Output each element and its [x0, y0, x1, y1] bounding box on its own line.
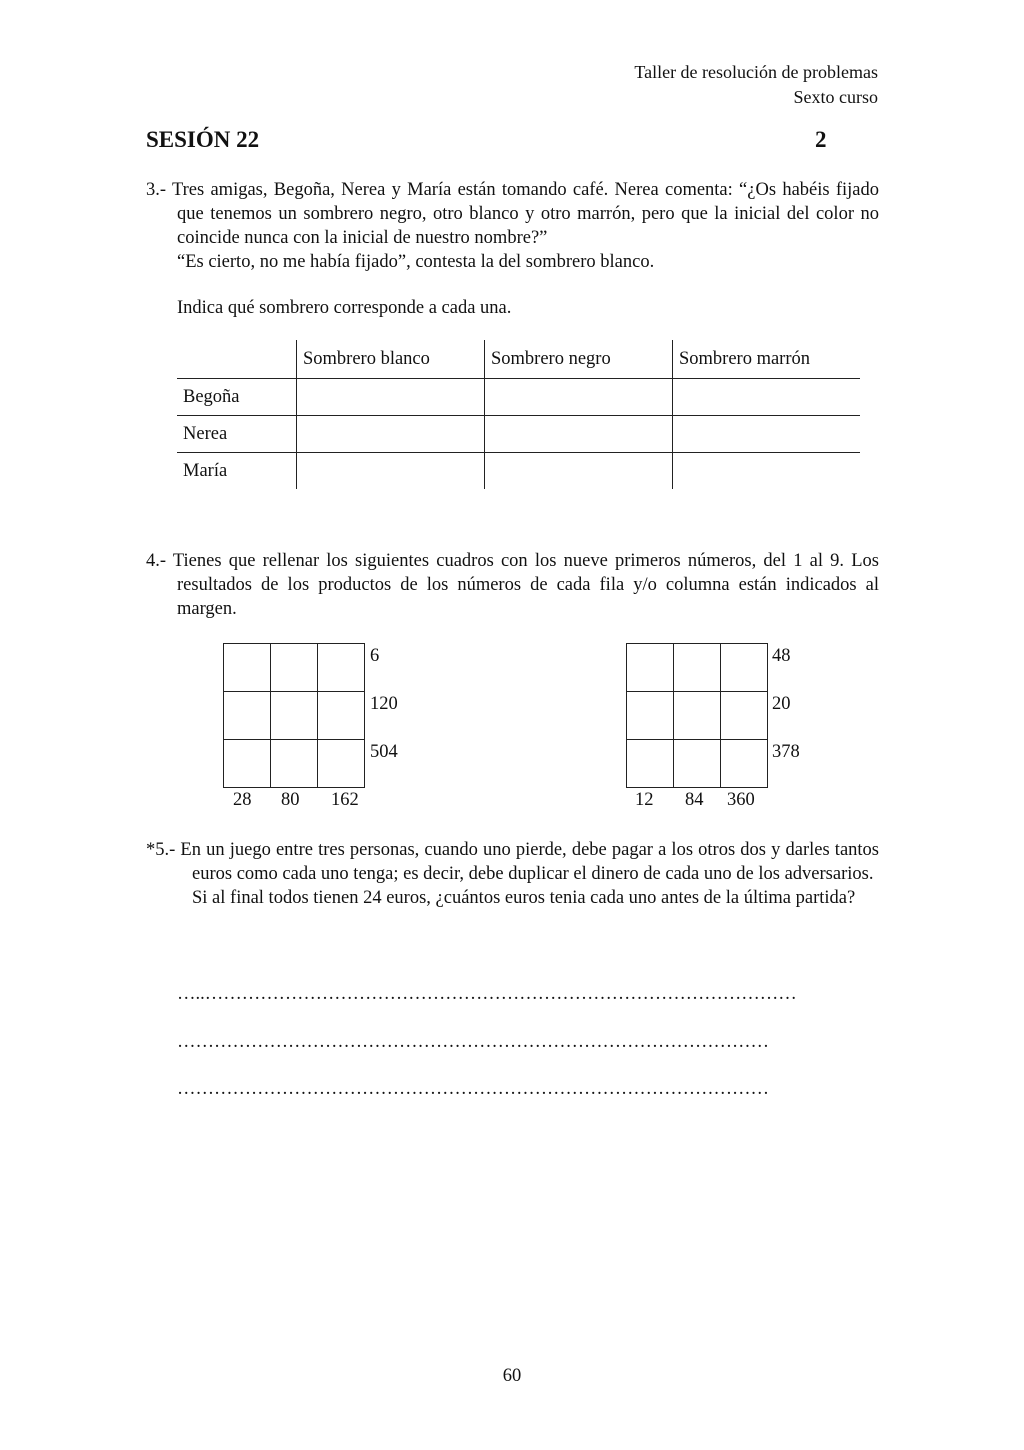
- answer-cell[interactable]: [673, 379, 861, 416]
- grid-cell[interactable]: [721, 644, 768, 692]
- grid-cell[interactable]: [627, 692, 674, 740]
- table-row: [177, 453, 860, 490]
- grid-cell[interactable]: [271, 644, 318, 692]
- col-product: 28: [233, 790, 252, 810]
- problem-4: [146, 549, 879, 621]
- table-corner: [177, 340, 297, 379]
- answer-cell[interactable]: [297, 416, 485, 453]
- answer-cell[interactable]: [485, 416, 673, 453]
- grid-cell[interactable]: [721, 692, 768, 740]
- col-product: 162: [331, 790, 359, 810]
- answer-line[interactable]: ……………………………………………………………………………………: [177, 1032, 769, 1052]
- answer-line[interactable]: ……………………………………………………………………………………: [177, 1079, 769, 1099]
- grid-cell[interactable]: [721, 740, 768, 788]
- session-number: 2: [815, 127, 827, 152]
- row-product: 504: [370, 742, 398, 762]
- grid-cell[interactable]: [674, 740, 721, 788]
- answer-cell[interactable]: [297, 453, 485, 490]
- answer-line[interactable]: …..……………………………………………………………………………………: [177, 984, 797, 1004]
- answer-cell[interactable]: [673, 416, 861, 453]
- row-product: 120: [370, 694, 398, 714]
- col-product: 12: [635, 790, 654, 810]
- row-product: 378: [772, 742, 800, 762]
- grid-cell[interactable]: [224, 740, 271, 788]
- grid-cell[interactable]: [627, 644, 674, 692]
- header-line-1: Taller de resolución de problemas: [634, 62, 878, 82]
- grid-cell[interactable]: [224, 644, 271, 692]
- page-number: 60: [502, 1366, 522, 1386]
- number-grid-1: [223, 643, 365, 788]
- problem-3-text: 3.- Tres amigas, Begoña, Nerea y María están tomando café. Nerea comenta: “¿Os habéis fijado que tenemos un sombrero negro, otro blanco y otro marrón, pero que la inicial del color no coincide nunca con la inicial de nuestro nombre?”: [146, 180, 879, 248]
- column-header: Sombrero negro: [485, 340, 673, 379]
- problem-5-text: *5.- En un juego entre tres personas, cuando uno pierde, debe pagar a los otros dos y darles tantos euros como cada uno tenga; es decir, debe duplicar el dinero de cada uno de los adversarios.: [146, 840, 879, 884]
- col-product: 84: [685, 790, 704, 810]
- grid-cell[interactable]: [318, 740, 365, 788]
- row-product: 20: [772, 694, 791, 714]
- row-product: 6: [370, 646, 380, 666]
- row-label: María: [183, 460, 228, 481]
- grid-cell[interactable]: [318, 644, 365, 692]
- session-title: SESIÓN 22: [146, 127, 260, 152]
- table-row: [177, 416, 860, 453]
- column-header: Sombrero blanco: [297, 340, 485, 379]
- grid-cell[interactable]: [674, 644, 721, 692]
- answer-cell[interactable]: [297, 379, 485, 416]
- grid-cell[interactable]: [318, 692, 365, 740]
- answer-cell[interactable]: [673, 453, 861, 490]
- grid-cell[interactable]: [627, 740, 674, 788]
- problem-5-question: Si al final todos tienen 24 euros, ¿cuántos euros tenia cada uno antes de la última partida?: [192, 888, 856, 908]
- problem-3-reply: “Es cierto, no me había fijado”, contesta la del sombrero blanco.: [177, 252, 655, 272]
- column-header: Sombrero marrón: [673, 340, 861, 379]
- grid-cell[interactable]: [271, 692, 318, 740]
- grid-cell[interactable]: [224, 692, 271, 740]
- problem-5: [146, 838, 879, 910]
- col-product: 360: [727, 790, 755, 810]
- problem-3-instruction: Indica qué sombrero corresponde a cada una.: [177, 298, 512, 318]
- problem-4-text: 4.- Tienes que rellenar los siguientes cuadros con los nueve primeros números, del 1 al 9. Los resultados de los productos de los números de cada fila y/o columna están indicados al margen.: [146, 551, 879, 619]
- answer-cell[interactable]: [485, 379, 673, 416]
- answer-cell[interactable]: [485, 453, 673, 490]
- col-product: 80: [281, 790, 300, 810]
- row-label: Nerea: [177, 416, 297, 453]
- number-grid-2: [626, 643, 768, 788]
- grid-cell[interactable]: [271, 740, 318, 788]
- table-row: [177, 379, 860, 416]
- hats-table: [177, 340, 860, 489]
- grid-cell[interactable]: [674, 692, 721, 740]
- header-line-2: Sexto curso: [793, 87, 878, 107]
- problem-3: [146, 178, 879, 320]
- row-label: Begoña: [177, 379, 297, 416]
- row-product: 48: [772, 646, 791, 666]
